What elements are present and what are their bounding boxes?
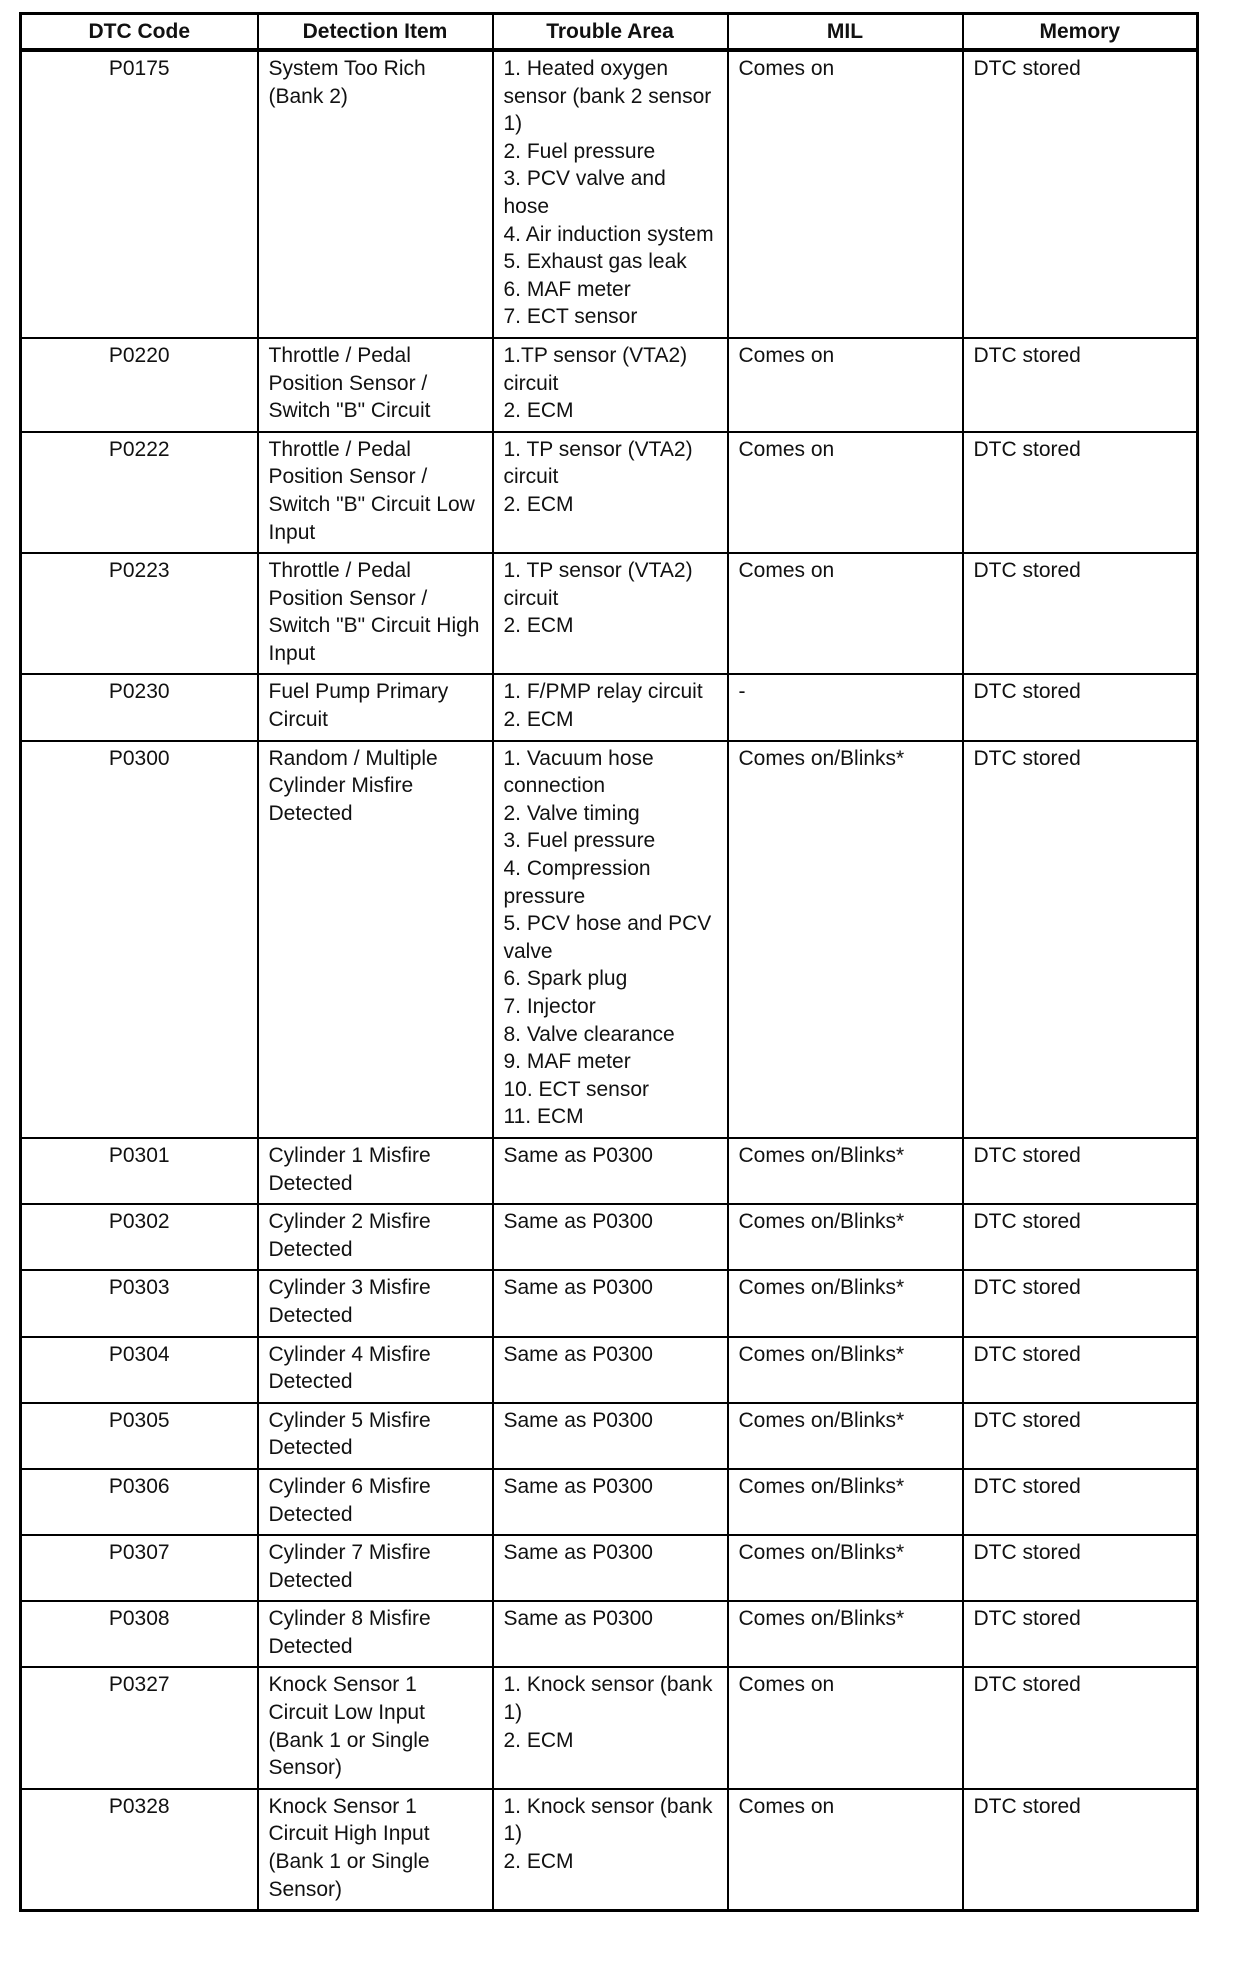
trouble-area-cell bbox=[493, 1270, 728, 1336]
mil-cell: Comes on bbox=[728, 553, 963, 674]
dtc-code-cell: P0305 bbox=[21, 1403, 258, 1469]
trouble-area-item: 1. Heated oxygen sensor (bank 2 sensor 1) bbox=[503, 57, 712, 136]
memory-cell: DTC stored bbox=[963, 1469, 1198, 1535]
trouble-area-item: 2. ECM bbox=[503, 614, 574, 638]
dtc-code-cell: P0302 bbox=[21, 1204, 258, 1270]
dtc-code-cell: P0306 bbox=[21, 1469, 258, 1535]
trouble-area-item: 2. Fuel pressure bbox=[503, 139, 656, 163]
memory-cell: DTC stored bbox=[963, 1667, 1198, 1788]
table-row bbox=[21, 1535, 1198, 1601]
trouble-area-cell bbox=[493, 1789, 728, 1911]
memory-cell: DTC stored bbox=[963, 553, 1198, 674]
table-body bbox=[21, 50, 1198, 1911]
trouble-area-item: 1. Knock sensor (bank 1) bbox=[503, 1794, 713, 1846]
trouble-area-item: 6. Spark plug bbox=[503, 967, 628, 991]
dtc-code-cell: P0328 bbox=[21, 1789, 258, 1911]
trouble-area-item: Same as P0300 bbox=[503, 1143, 653, 1167]
trouble-area-item: 2. ECM bbox=[503, 1850, 574, 1874]
trouble-area-item: 11. ECM bbox=[503, 1105, 584, 1129]
trouble-area-item: 2. ECM bbox=[503, 399, 574, 423]
trouble-area-item: 3. PCV valve and hose bbox=[503, 167, 666, 218]
mil-cell: Comes on/Blinks* bbox=[728, 1270, 963, 1336]
mil-cell: Comes on bbox=[728, 338, 963, 432]
trouble-area-item: 4. Air induction system bbox=[503, 222, 714, 246]
dtc-table bbox=[19, 12, 1199, 1912]
detection-item-cell: Cylinder 3 Misfire Detected bbox=[258, 1270, 493, 1336]
memory-cell: DTC stored bbox=[963, 1789, 1198, 1911]
detection-item-cell: Knock Sensor 1 Circuit Low Input (Bank 1 or Single Sensor) bbox=[258, 1667, 493, 1788]
detection-item-cell: Cylinder 5 Misfire Detected bbox=[258, 1403, 493, 1469]
memory-cell: DTC stored bbox=[963, 674, 1198, 740]
mil-cell: Comes on/Blinks* bbox=[728, 1601, 963, 1667]
trouble-area-cell bbox=[493, 1469, 728, 1535]
memory-cell: DTC stored bbox=[963, 1535, 1198, 1601]
detection-item-cell: Cylinder 6 Misfire Detected bbox=[258, 1469, 493, 1535]
mil-cell: Comes on bbox=[728, 1667, 963, 1788]
trouble-area-cell bbox=[493, 1138, 728, 1204]
dtc-code-cell: P0304 bbox=[21, 1337, 258, 1403]
trouble-area-item: 1. Vacuum hose connection bbox=[503, 746, 654, 798]
dtc-code-cell: P0222 bbox=[21, 432, 258, 553]
table-row bbox=[21, 432, 1198, 553]
table-row bbox=[21, 674, 1198, 740]
header-dtc-code: DTC Code bbox=[21, 14, 258, 51]
memory-cell: DTC stored bbox=[963, 1204, 1198, 1270]
memory-cell: DTC stored bbox=[963, 338, 1198, 432]
trouble-area-item: 8. Valve clearance bbox=[503, 1022, 675, 1046]
header-mil: MIL bbox=[728, 14, 963, 51]
trouble-area-item: Same as P0300 bbox=[503, 1210, 653, 1234]
table-row bbox=[21, 1403, 1198, 1469]
memory-cell: DTC stored bbox=[963, 432, 1198, 553]
table-row bbox=[21, 553, 1198, 674]
trouble-area-cell bbox=[493, 1337, 728, 1403]
table-row bbox=[21, 1469, 1198, 1535]
memory-cell: DTC stored bbox=[963, 50, 1198, 338]
dtc-code-cell: P0303 bbox=[21, 1270, 258, 1336]
trouble-area-item: 2. Valve timing bbox=[503, 801, 640, 825]
table-row bbox=[21, 50, 1198, 338]
table-row bbox=[21, 1337, 1198, 1403]
mil-cell: Comes on/Blinks* bbox=[728, 1138, 963, 1204]
detection-item-cell: Knock Sensor 1 Circuit High Input (Bank 1 or Single Sensor) bbox=[258, 1789, 493, 1911]
mil-cell: Comes on bbox=[728, 432, 963, 553]
trouble-area-cell bbox=[493, 674, 728, 740]
table-row bbox=[21, 1667, 1198, 1788]
table-row bbox=[21, 1204, 1198, 1270]
table-row bbox=[21, 741, 1198, 1138]
trouble-area-item: 2. ECM bbox=[503, 1728, 574, 1752]
header-memory: Memory bbox=[963, 14, 1198, 51]
memory-cell: DTC stored bbox=[963, 1403, 1198, 1469]
trouble-area-cell bbox=[493, 50, 728, 338]
memory-cell: DTC stored bbox=[963, 1138, 1198, 1204]
trouble-area-cell bbox=[493, 553, 728, 674]
mil-cell: Comes on bbox=[728, 50, 963, 338]
dtc-code-cell: P0220 bbox=[21, 338, 258, 432]
header-trouble-area: Trouble Area bbox=[493, 14, 728, 51]
detection-item-cell: Random / Multiple Cylinder Misfire Detected bbox=[258, 741, 493, 1138]
trouble-area-item: 5. Exhaust gas leak bbox=[503, 250, 687, 274]
trouble-area-item: Same as P0300 bbox=[503, 1276, 653, 1300]
trouble-area-item: Same as P0300 bbox=[503, 1474, 653, 1498]
memory-cell: DTC stored bbox=[963, 1270, 1198, 1336]
memory-cell: DTC stored bbox=[963, 741, 1198, 1138]
trouble-area-item: 1. TP sensor (VTA2) circuit bbox=[503, 559, 693, 610]
trouble-area-item: 1. Knock sensor (bank 1) bbox=[503, 1673, 713, 1725]
trouble-area-item: 2. ECM bbox=[503, 708, 574, 732]
table-row bbox=[21, 1601, 1198, 1667]
dtc-code-cell: P0307 bbox=[21, 1535, 258, 1601]
header-detection-item: Detection Item bbox=[258, 14, 493, 51]
table-header bbox=[21, 14, 1198, 51]
trouble-area-item: Same as P0300 bbox=[503, 1342, 653, 1366]
detection-item-cell: Throttle / Pedal Position Sensor / Switch "B" Circuit bbox=[258, 338, 493, 432]
trouble-area-item: 4. Compression pressure bbox=[503, 857, 651, 908]
trouble-area-item: 3. Fuel pressure bbox=[503, 829, 656, 853]
trouble-area-cell bbox=[493, 1535, 728, 1601]
trouble-area-cell bbox=[493, 1204, 728, 1270]
mil-cell: Comes on/Blinks* bbox=[728, 1469, 963, 1535]
mil-cell: Comes on bbox=[728, 1789, 963, 1911]
trouble-area-cell bbox=[493, 1601, 728, 1667]
memory-cell: DTC stored bbox=[963, 1601, 1198, 1667]
trouble-area-cell bbox=[493, 1667, 728, 1788]
dtc-code-cell: P0223 bbox=[21, 553, 258, 674]
detection-item-cell: Cylinder 2 Misfire Detected bbox=[258, 1204, 493, 1270]
mil-cell: - bbox=[728, 674, 963, 740]
mil-cell: Comes on/Blinks* bbox=[728, 1204, 963, 1270]
trouble-area-item: 5. PCV hose and PCV valve bbox=[503, 912, 712, 963]
trouble-area-cell bbox=[493, 741, 728, 1138]
header-row bbox=[21, 14, 1198, 51]
dtc-code-cell: P0175 bbox=[21, 50, 258, 338]
detection-item-cell: Cylinder 4 Misfire Detected bbox=[258, 1337, 493, 1403]
dtc-code-cell: P0230 bbox=[21, 674, 258, 740]
trouble-area-item: Same as P0300 bbox=[503, 1607, 653, 1631]
trouble-area-item: Same as P0300 bbox=[503, 1541, 653, 1565]
trouble-area-item: 2. ECM bbox=[503, 492, 574, 516]
detection-item-cell: Cylinder 7 Misfire Detected bbox=[258, 1535, 493, 1601]
mil-cell: Comes on/Blinks* bbox=[728, 1337, 963, 1403]
dtc-code-cell: P0301 bbox=[21, 1138, 258, 1204]
table-row bbox=[21, 1789, 1198, 1911]
table-row bbox=[21, 1270, 1198, 1336]
trouble-area-item: 1. TP sensor (VTA2) circuit bbox=[503, 437, 693, 489]
memory-cell: DTC stored bbox=[963, 1337, 1198, 1403]
table-row bbox=[21, 1138, 1198, 1204]
detection-item-cell: Cylinder 8 Misfire Detected bbox=[258, 1601, 493, 1667]
dtc-code-cell: P0308 bbox=[21, 1601, 258, 1667]
dtc-code-cell: P0327 bbox=[21, 1667, 258, 1788]
mil-cell: Comes on/Blinks* bbox=[728, 1403, 963, 1469]
trouble-area-item: 9. MAF meter bbox=[503, 1050, 631, 1074]
detection-item-cell: Fuel Pump Primary Circuit bbox=[258, 674, 493, 740]
trouble-area-cell bbox=[493, 432, 728, 553]
mil-cell: Comes on/Blinks* bbox=[728, 741, 963, 1138]
dtc-code-cell: P0300 bbox=[21, 741, 258, 1138]
trouble-area-item: 1.TP sensor (VTA2) circuit bbox=[503, 343, 688, 395]
trouble-area-cell bbox=[493, 338, 728, 432]
trouble-area-item: Same as P0300 bbox=[503, 1408, 653, 1432]
detection-item-cell: Throttle / Pedal Position Sensor / Switch "B" Circuit Low Input bbox=[258, 432, 493, 553]
detection-item-cell: Throttle / Pedal Position Sensor / Switch "B" Circuit High Input bbox=[258, 553, 493, 674]
trouble-area-item: 1. F/PMP relay circuit bbox=[503, 680, 703, 704]
table-row bbox=[21, 338, 1198, 432]
trouble-area-item: 7. ECT sensor bbox=[503, 305, 638, 329]
trouble-area-item: 6. MAF meter bbox=[503, 277, 631, 301]
trouble-area-item: 10. ECT sensor bbox=[503, 1077, 650, 1101]
detection-item-cell: Cylinder 1 Misfire Detected bbox=[258, 1138, 493, 1204]
trouble-area-item: 7. Injector bbox=[503, 995, 596, 1018]
mil-cell: Comes on/Blinks* bbox=[728, 1535, 963, 1601]
trouble-area-cell bbox=[493, 1403, 728, 1469]
detection-item-cell: System Too Rich (Bank 2) bbox=[258, 50, 493, 338]
